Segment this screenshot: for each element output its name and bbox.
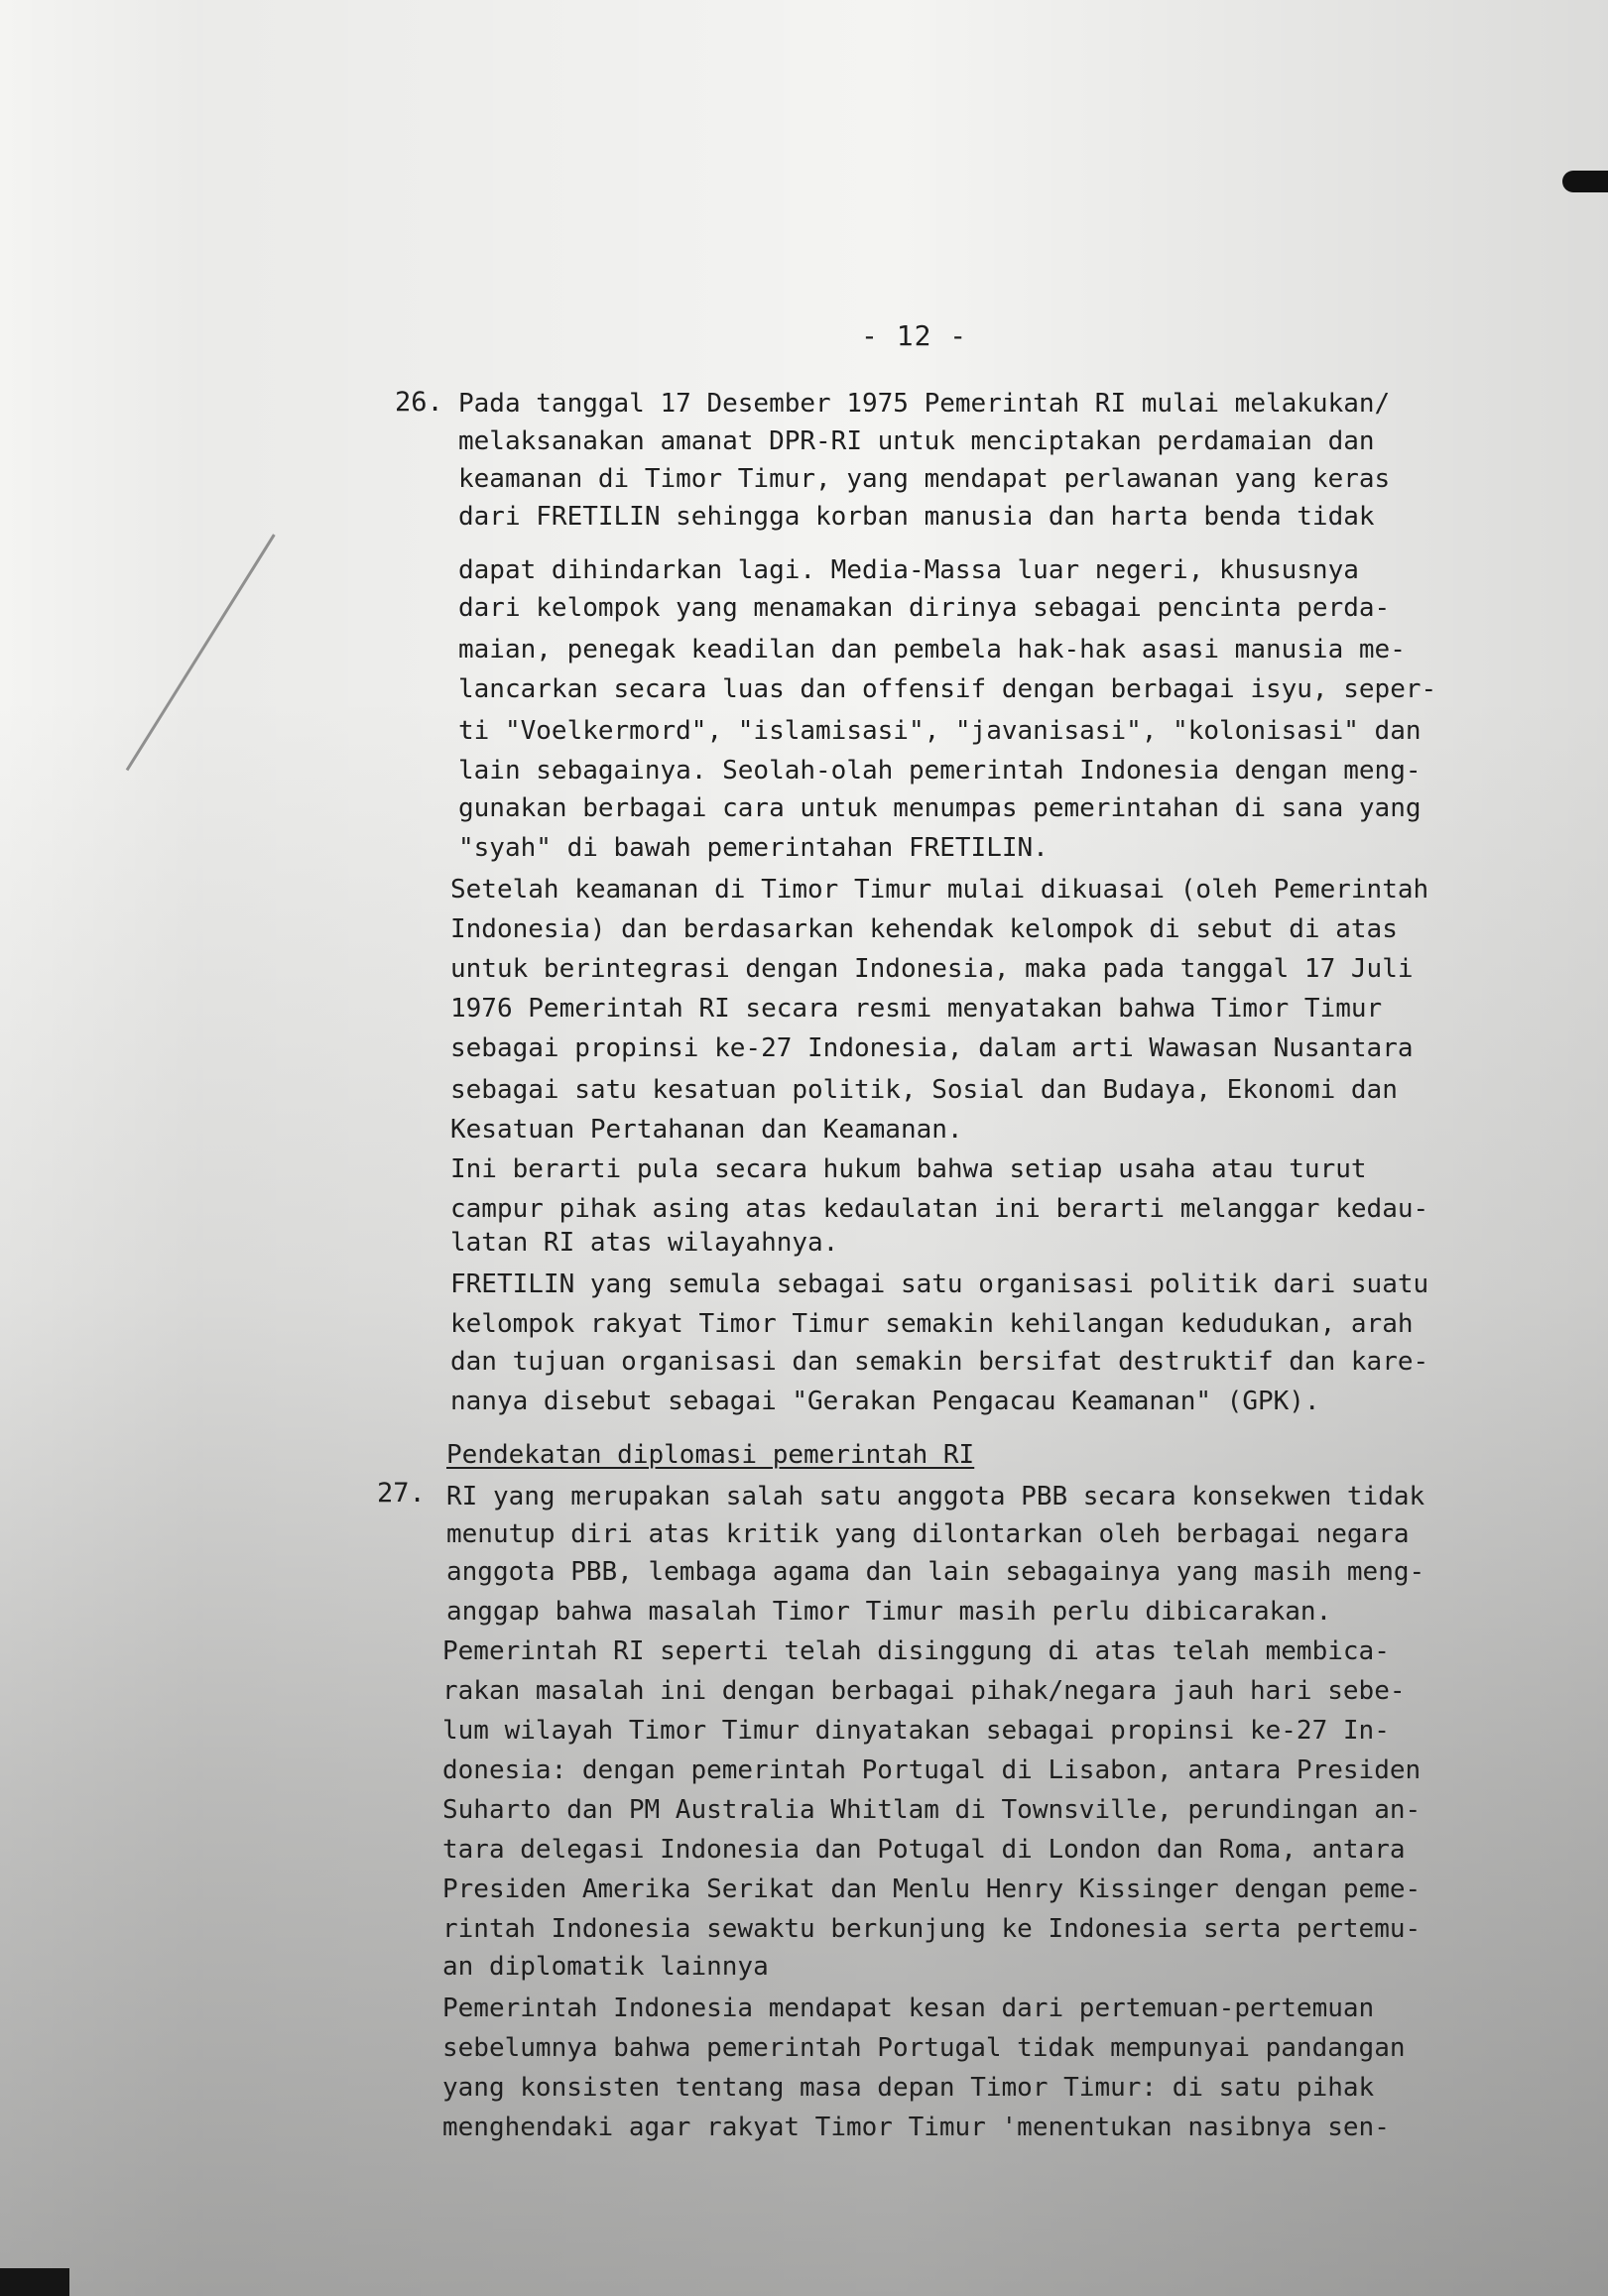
text-line: menghendaki agar rakyat Timor Timur 'menentukan nasibnya sen-: [442, 2113, 1390, 2142]
text-line: sebagai propinsi ke-27 Indonesia, dalam arti Wawasan Nusantara: [450, 1033, 1414, 1063]
text-line: Suharto dan PM Australia Whitlam di Townsville, perundingan an-: [442, 1795, 1422, 1825]
text-line: gunakan berbagai cara untuk menumpas pemerintahan di sana yang: [458, 793, 1422, 823]
text-line: maian, penegak keadilan dan pembela hak-hak asasi manusia me-: [458, 635, 1406, 665]
text-line: anggap bahwa masalah Timor Timur masih perlu dibicarakan.: [446, 1597, 1332, 1627]
text-line: rintah Indonesia sewaktu berkunjung ke Indonesia serta pertemu-: [442, 1914, 1422, 1944]
text-line: anggota PBB, lembaga agama dan lain sebagainya yang masih meng-: [446, 1557, 1425, 1587]
margin-pen-stroke: [126, 534, 276, 771]
text-line: dari kelompok yang menamakan dirinya sebagai pencinta perda-: [458, 593, 1391, 623]
section-number-26: 26.: [395, 387, 443, 418]
text-line: tara delegasi Indonesia dan Potugal di London dan Roma, antara: [442, 1835, 1406, 1865]
text-line: Pemerintah Indonesia mendapat kesan dari pertemuan-pertemuan: [442, 1994, 1375, 2023]
text-line: latan RI atas wilayahnya.: [450, 1228, 839, 1258]
text-line: kelompok rakyat Timor Timur semakin kehilangan kedudukan, arah: [450, 1309, 1414, 1339]
text-line: RI yang merupakan salah satu anggota PBB secara konsekwen tidak: [446, 1482, 1425, 1511]
text-line: sebelumnya bahwa pemerintah Portugal tidak mempunyai pandangan: [442, 2033, 1406, 2063]
text-line: Ini berarti pula secara hukum bahwa setiap usaha atau turut: [450, 1154, 1367, 1184]
text-line: lum wilayah Timor Timur dinyatakan sebagai propinsi ke-27 In-: [442, 1716, 1390, 1746]
page-number: - 12 -: [861, 319, 968, 352]
section-number-27: 27.: [377, 1478, 426, 1509]
text-line: campur pihak asing atas kedaulatan ini berarti melanggar kedau-: [450, 1194, 1429, 1224]
text-line: untuk berintegrasi dengan Indonesia, maka pada tanggal 17 Juli: [450, 954, 1414, 984]
text-line: an diplomatik lainnya: [442, 1952, 769, 1982]
text-line: donesia: dengan pemerintah Portugal di Lisabon, antara Presiden: [442, 1755, 1422, 1785]
text-line: Pemerintah RI seperti telah disinggung di atas telah membica-: [442, 1636, 1390, 1666]
text-line: rakan masalah ini dengan berbagai pihak/negara jauh hari sebe-: [442, 1676, 1406, 1706]
text-line: dari FRETILIN sehingga korban manusia dan harta benda tidak: [458, 502, 1375, 532]
corner-scan-mark: [0, 2268, 69, 2296]
section-heading: Pendekatan diplomasi pemerintah RI: [446, 1440, 975, 1470]
text-line: dapat dihindarkan lagi. Media-Massa luar negeri, khususnya: [458, 555, 1359, 585]
text-line: yang konsisten tentang masa depan Timor Timur: di satu pihak: [442, 2073, 1375, 2103]
text-line: "syah" di bawah pemerintahan FRETILIN.: [458, 833, 1049, 863]
text-line: sebagai satu kesatuan politik, Sosial dan Budaya, Ekonomi dan: [450, 1075, 1398, 1105]
text-line: lain sebagainya. Seolah-olah pemerintah Indonesia dengan meng-: [458, 756, 1422, 785]
text-line: Kesatuan Pertahanan dan Keamanan.: [450, 1115, 963, 1145]
text-line: FRETILIN yang semula sebagai satu organisasi politik dari suatu: [450, 1269, 1429, 1299]
text-line: lancarkan secara luas dan offensif dengan berbagai isyu, seper-: [458, 674, 1437, 704]
text-line: Pada tanggal 17 Desember 1975 Pemerintah RI mulai melakukan/: [458, 389, 1391, 419]
text-line: keamanan di Timor Timur, yang mendapat perlawanan yang keras: [458, 464, 1391, 494]
binder-clip-mark: [1562, 171, 1608, 192]
text-line: nanya disebut sebagai "Gerakan Pengacau Keamanan" (GPK).: [450, 1387, 1320, 1416]
text-line: 1976 Pemerintah RI secara resmi menyatakan bahwa Timor Timur: [450, 994, 1383, 1024]
text-line: Indonesia) dan berdasarkan kehendak kelompok di sebut di atas: [450, 914, 1398, 944]
text-line: menutup diri atas kritik yang dilontarkan oleh berbagai negara: [446, 1519, 1410, 1549]
text-line: Setelah keamanan di Timor Timur mulai dikuasai (oleh Pemerintah: [450, 875, 1429, 905]
text-line: melaksanakan amanat DPR-RI untuk menciptakan perdamaian dan: [458, 426, 1375, 456]
text-line: ti "Voelkermord", "islamisasi", "javanisasi", "kolonisasi" dan: [458, 716, 1422, 746]
text-line: Presiden Amerika Serikat dan Menlu Henry Kissinger dengan peme-: [442, 1874, 1422, 1904]
text-line: dan tujuan organisasi dan semakin bersifat destruktif dan kare-: [450, 1347, 1429, 1377]
